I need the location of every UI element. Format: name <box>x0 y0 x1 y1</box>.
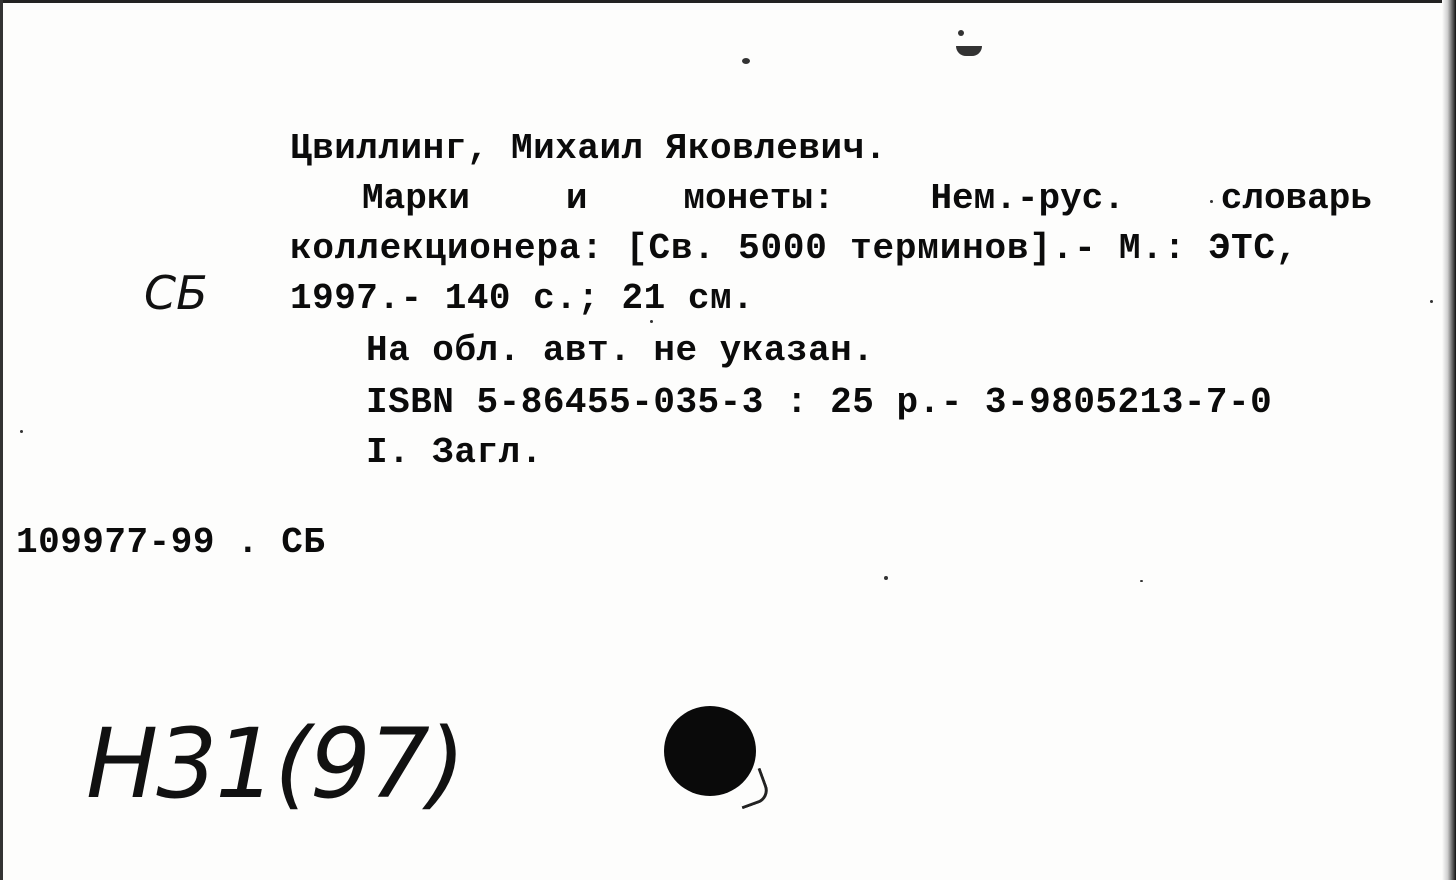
speck <box>20 430 23 433</box>
title-line-1 <box>362 178 1372 219</box>
title-line-2: коллекционера: [Св. 5000 терминов].- М.: ЭТС, <box>290 228 1299 269</box>
title-word: Марки <box>362 178 471 219</box>
tracing-line: I. Загл. <box>366 432 543 473</box>
title-word: и <box>565 178 588 219</box>
title-word: словарь <box>1220 178 1372 219</box>
handwritten-shelfmark: Н31(97) <box>86 708 464 820</box>
title-word: Нем.-рус. <box>930 178 1125 219</box>
speck <box>1210 200 1213 203</box>
speck <box>742 58 750 64</box>
author-heading: Цвиллинг, Михаил Яковлевич. <box>290 128 887 169</box>
title-word: монеты: <box>683 178 835 219</box>
handwritten-mark: СБ <box>144 266 208 320</box>
speck <box>1430 300 1433 303</box>
speck <box>650 320 653 323</box>
card-left-edge <box>0 0 3 880</box>
speck <box>1140 580 1143 582</box>
card-top-edge <box>0 0 1456 3</box>
speck <box>958 30 964 36</box>
accession-number: 109977-99 . СБ <box>16 522 326 563</box>
imprint-line: 1997.- 140 с.; 21 см. <box>290 278 755 319</box>
speck <box>956 46 982 56</box>
card-right-edge <box>1442 0 1456 880</box>
isbn-line: ISBN 5-86455-035-3 : 25 р.- 3-9805213-7-0 <box>366 382 1273 423</box>
note-line: На обл. авт. не указан. <box>366 330 875 371</box>
speck <box>884 576 888 580</box>
